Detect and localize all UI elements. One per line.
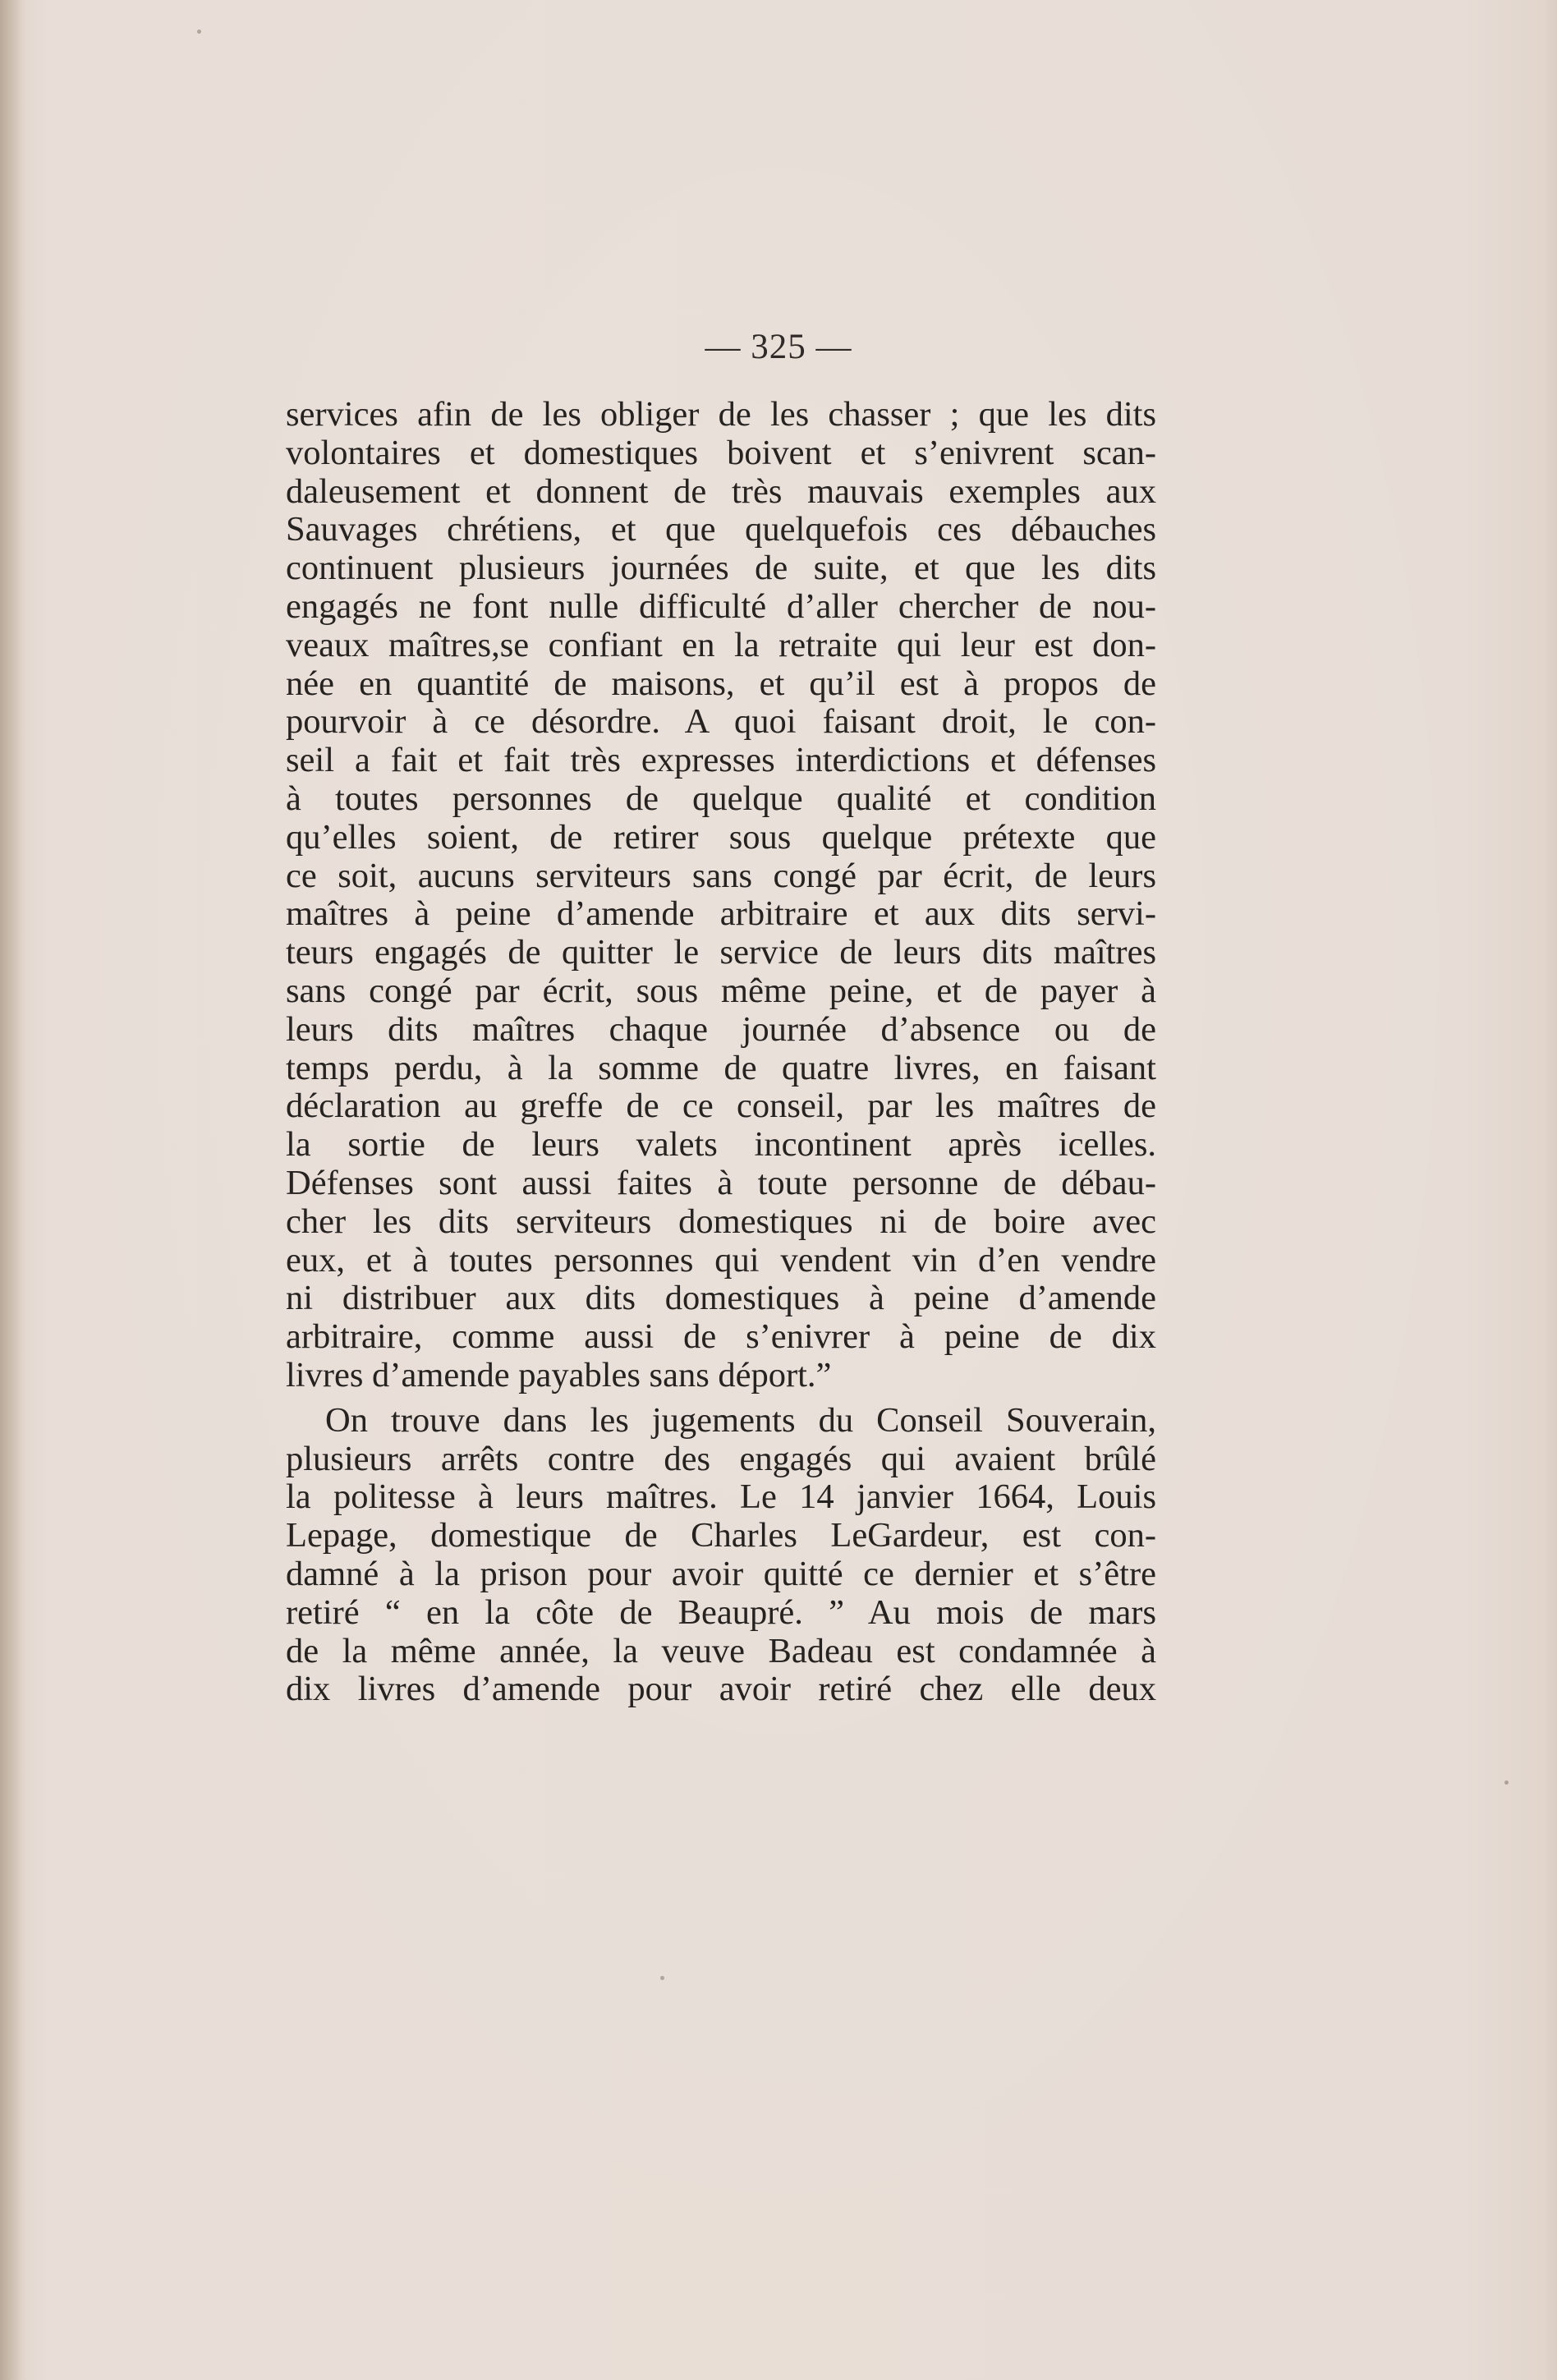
text-line: On trouve dans les jugements du Conseil Souverain, — [325, 1400, 1156, 1440]
paper-speck — [1504, 1780, 1509, 1785]
text-line: la politesse à leurs maîtres. Le 14 janvier 1664, Louis — [286, 1477, 1156, 1517]
paper-speck — [197, 30, 201, 34]
text-line: arbitraire, comme aussi de s’enivrer à peine de dix — [286, 1317, 1156, 1357]
paragraph — [286, 396, 1156, 1395]
paragraph — [286, 1402, 1156, 1709]
text-line: seil a fait et fait très expresses interdictions et défenses — [286, 741, 1156, 780]
text-line: qu’elles soient, de retirer sous quelque prétexte que — [286, 817, 1156, 857]
text-line: la sortie de leurs valets incontinent après icelles. — [286, 1125, 1156, 1165]
text-line: temps perdu, à la somme de quatre livres, en faisant — [286, 1048, 1156, 1087]
paper-speck — [660, 1976, 664, 1980]
text-line: dix livres d’amende pour avoir retiré chez elle deux — [286, 1670, 1156, 1709]
text-line: retiré “ en la côte de Beaupré. ” Au mois de mars — [286, 1592, 1156, 1632]
text-line: teurs engagés de quitter le service de leurs dits maîtres — [286, 933, 1156, 972]
text-line: damné à la prison pour avoir quitté ce dernier et s’être — [286, 1554, 1156, 1593]
text-line: pourvoir à ce désordre. A quoi faisant droit, le con- — [286, 702, 1156, 742]
text-line: sans congé par écrit, sous même peine, et de payer à — [286, 971, 1156, 1010]
text-line: veaux maîtres,se confiant en la retraite qui leur est don- — [286, 625, 1156, 664]
text-line: continuent plusieurs journées de suite, et que les dits — [286, 549, 1156, 588]
text-line: daleusement et donnent de très mauvais exemples aux — [286, 471, 1156, 511]
text-line: maîtres à peine d’amende arbitraire et aux dits servi- — [286, 894, 1156, 934]
text-line: Défenses sont aussi faites à toute personne de débau- — [286, 1163, 1156, 1202]
text-line: née en quantité de maisons, et qu’il est à propos de — [286, 664, 1156, 703]
text-line: services afin de les obliger de les chasser ; que les dits — [286, 395, 1156, 434]
text-line: ni distribuer aux dits domestiques à peine d’amende — [286, 1279, 1156, 1318]
text-line: de la même année, la veuve Badeau est condamnée à — [286, 1631, 1156, 1670]
text-line: engagés ne font nulle difficulté d’aller chercher de nou- — [286, 586, 1156, 626]
text-line: à toutes personnes de quelque qualité et condition — [286, 779, 1156, 818]
text-line: ce soit, aucuns serviteurs sans congé par écrit, de leurs — [286, 856, 1156, 895]
text-line: volontaires et domestiques boivent et s’enivrent scan- — [286, 433, 1156, 472]
text-line: eux, et à toutes personnes qui vendent vin d’en vendre — [286, 1240, 1156, 1280]
text-line: déclaration au greffe de ce conseil, par les maîtres de — [286, 1087, 1156, 1126]
text-line: plusieurs arrêts contre des engagés qui avaient brûlé — [286, 1439, 1156, 1478]
text-line: Lepage, domestique de Charles LeGardeur, est con- — [286, 1516, 1156, 1555]
text-line: leurs dits maîtres chaque journée d’absence ou de — [286, 1009, 1156, 1049]
text-line: livres d’amende payables sans déport.” — [286, 1355, 832, 1394]
page-number: — 325 — — [705, 328, 852, 366]
text-line: Sauvages chrétiens, et que quelquefois ces débauches — [286, 510, 1156, 549]
text-line: cher les dits serviteurs domestiques ni de boire avec — [286, 1201, 1156, 1241]
body-text — [286, 396, 1156, 1709]
